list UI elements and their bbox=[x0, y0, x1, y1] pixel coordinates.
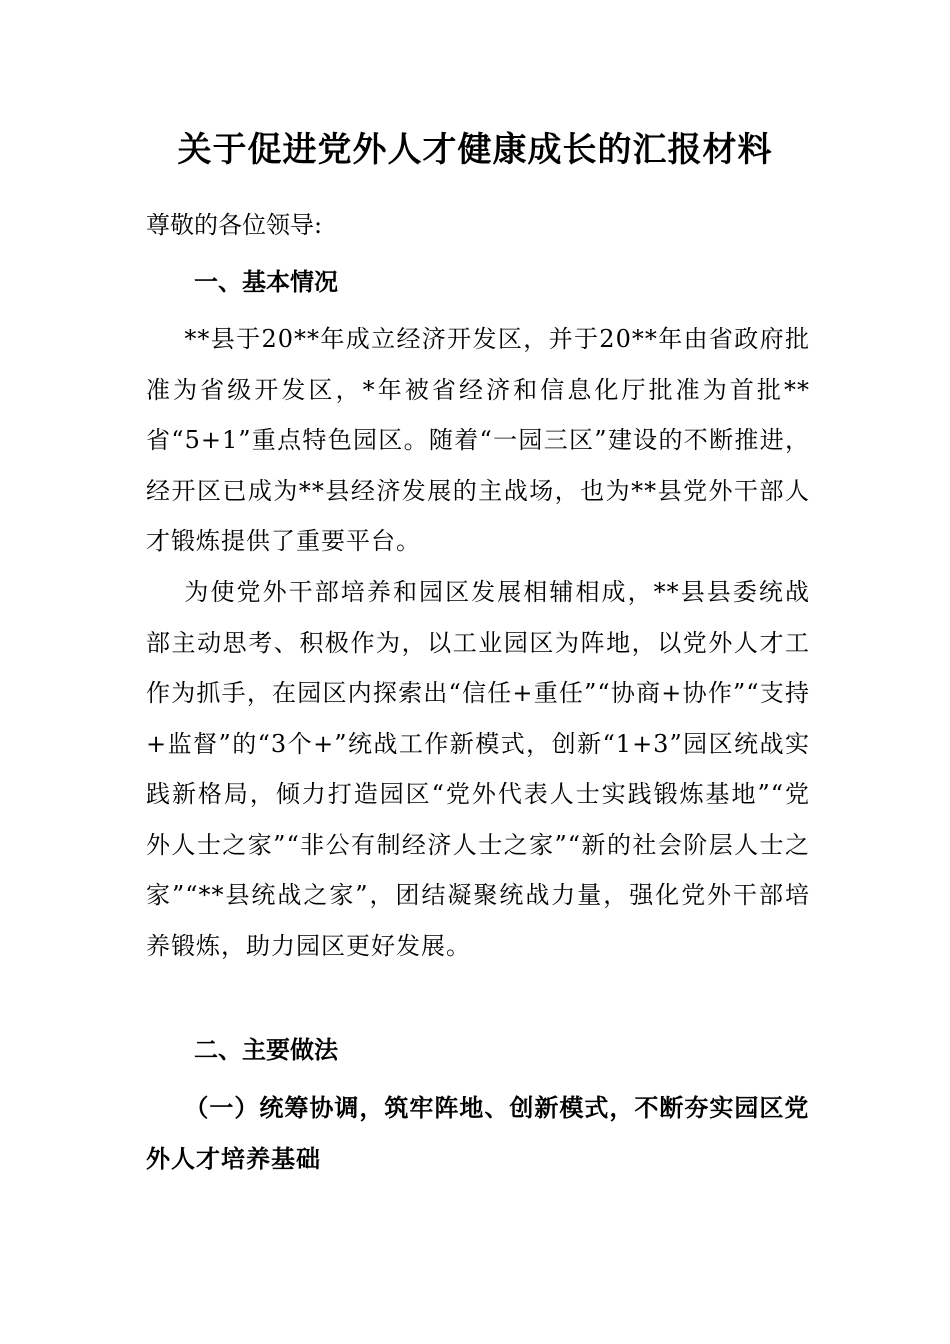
paragraph-united-front-model: 为使党外干部培养和园区发展相辅相成，**县县委统战部主动思考、积极作为，以工业园区为阵地，以党外人才工作为抓手，在园区内探索出“信任+重任”“协商+协作”“支持+监督”的“3个+”统战工作新模式，创新“1+3”园区统战实践新格局，倾力打造园区“党外代表人士实践锻炼基地”“党外人士之家”“非公有制经济人士之家”“新的社会阶层人士之家”“**县统战之家”，团结凝聚统战力量，强化党外干部培养锻炼，助力园区更好发展。 bbox=[146, 578, 810, 960]
section-heading-basic-situation: 一、基本情况 bbox=[194, 267, 338, 296]
section-heading-main-practices: 二、主要做法 bbox=[194, 1035, 338, 1064]
paragraph-development-zone: **县于20**年成立经济开发区，并于20**年由省政府批准为省级开发区，*年被省经济和信息化厅批准为首批**省“5+1”重点特色园区。随着“一园三区”建设的不断推进，经开区已成为**县经济发展的主战场，也为**县党外干部人才锻炼提供了重要平台。 bbox=[146, 325, 810, 555]
document-title: 关于促进党外人才健康成长的汇报材料 bbox=[177, 130, 773, 170]
subsection-heading-coordination: （一）统筹协调，筑牢阵地、创新模式，不断夯实园区党外人才培养基础 bbox=[146, 1093, 810, 1173]
salutation: 尊敬的各位领导: bbox=[146, 211, 323, 239]
